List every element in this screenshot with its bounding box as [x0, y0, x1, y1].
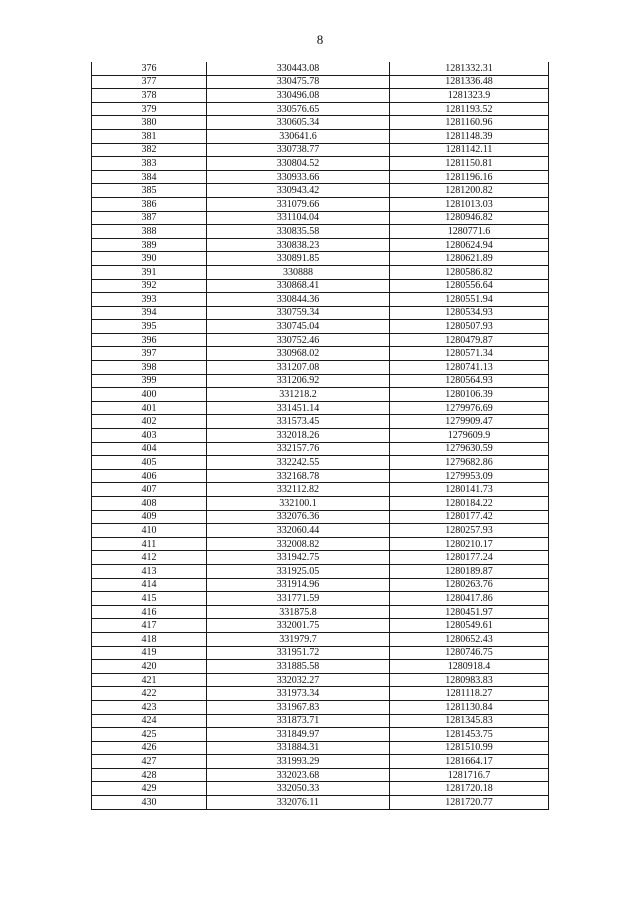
point-number-cell: 383: [92, 157, 207, 171]
table-row: [92, 796, 549, 810]
table-row: [92, 333, 549, 347]
point-number-cell: 416: [92, 605, 207, 619]
point-number-cell: 390: [92, 252, 207, 266]
y-coordinate-cell: 1280564.93: [390, 374, 549, 388]
x-coordinate-cell: 332032.27: [207, 673, 390, 687]
point-number-cell: 422: [92, 687, 207, 701]
y-coordinate-cell: 1281148.39: [390, 129, 549, 143]
coordinates-table-body: [92, 62, 549, 809]
point-number-cell: 377: [92, 75, 207, 89]
point-number-cell: 418: [92, 632, 207, 646]
table-row: [92, 741, 549, 755]
table-row: [92, 170, 549, 184]
y-coordinate-cell: 1280451.97: [390, 605, 549, 619]
y-coordinate-cell: 1280946.82: [390, 211, 549, 225]
table-row: [92, 632, 549, 646]
y-coordinate-cell: 1279682.86: [390, 456, 549, 470]
x-coordinate-cell: 330844.36: [207, 293, 390, 307]
table-row: [92, 401, 549, 415]
point-number-cell: 412: [92, 551, 207, 565]
table-row: [92, 687, 549, 701]
x-coordinate-cell: 332008.82: [207, 537, 390, 551]
point-number-cell: 380: [92, 116, 207, 130]
table-row: [92, 456, 549, 470]
point-number-cell: 421: [92, 673, 207, 687]
x-coordinate-cell: 330888: [207, 265, 390, 279]
point-number-cell: 405: [92, 456, 207, 470]
table-row: [92, 279, 549, 293]
table-row: [92, 143, 549, 157]
x-coordinate-cell: 330759.34: [207, 306, 390, 320]
point-number-cell: 423: [92, 700, 207, 714]
point-number-cell: 408: [92, 497, 207, 511]
table-row: [92, 619, 549, 633]
point-number-cell: 430: [92, 796, 207, 810]
x-coordinate-cell: 332001.75: [207, 619, 390, 633]
table-row: [92, 578, 549, 592]
x-coordinate-cell: 332076.11: [207, 796, 390, 810]
table-row: [92, 429, 549, 443]
point-number-cell: 399: [92, 374, 207, 388]
y-coordinate-cell: 1281345.83: [390, 714, 549, 728]
table-row: [92, 415, 549, 429]
x-coordinate-cell: 331451.14: [207, 401, 390, 415]
x-coordinate-cell: 330752.46: [207, 333, 390, 347]
table-row: [92, 551, 549, 565]
x-coordinate-cell: 330891.85: [207, 252, 390, 266]
table-row: [92, 62, 549, 75]
table-row: [92, 700, 549, 714]
x-coordinate-cell: 332242.55: [207, 456, 390, 470]
y-coordinate-cell: 1280983.83: [390, 673, 549, 687]
x-coordinate-cell: 331993.29: [207, 755, 390, 769]
y-coordinate-cell: 1280263.76: [390, 578, 549, 592]
y-coordinate-cell: 1280184.22: [390, 497, 549, 511]
point-number-cell: 400: [92, 388, 207, 402]
table-row: [92, 129, 549, 143]
point-number-cell: 429: [92, 782, 207, 796]
point-number-cell: 413: [92, 564, 207, 578]
x-coordinate-cell: 330641.6: [207, 129, 390, 143]
table-row: [92, 646, 549, 660]
x-coordinate-cell: 330496.08: [207, 89, 390, 103]
point-number-cell: 385: [92, 184, 207, 198]
y-coordinate-cell: 1281453.75: [390, 728, 549, 742]
x-coordinate-cell: 330968.02: [207, 347, 390, 361]
table-row: [92, 361, 549, 375]
point-number-cell: 386: [92, 197, 207, 211]
y-coordinate-cell: 1280507.93: [390, 320, 549, 334]
y-coordinate-cell: 1279953.09: [390, 469, 549, 483]
y-coordinate-cell: 1281336.48: [390, 75, 549, 89]
point-number-cell: 394: [92, 306, 207, 320]
point-number-cell: 424: [92, 714, 207, 728]
point-number-cell: 414: [92, 578, 207, 592]
table-row: [92, 728, 549, 742]
y-coordinate-cell: 1281196.16: [390, 170, 549, 184]
x-coordinate-cell: 330804.52: [207, 157, 390, 171]
x-coordinate-cell: 331849.97: [207, 728, 390, 742]
x-coordinate-cell: 330576.65: [207, 102, 390, 116]
page-number: 8: [316, 32, 324, 47]
y-coordinate-cell: 1280621.89: [390, 252, 549, 266]
y-coordinate-cell: 1279909.47: [390, 415, 549, 429]
table-row: [92, 116, 549, 130]
y-coordinate-cell: 1281118.27: [390, 687, 549, 701]
x-coordinate-cell: 331884.31: [207, 741, 390, 755]
point-number-cell: 397: [92, 347, 207, 361]
y-coordinate-cell: 1280141.73: [390, 483, 549, 497]
point-number-cell: 378: [92, 89, 207, 103]
table-row: [92, 89, 549, 103]
y-coordinate-cell: 1281193.52: [390, 102, 549, 116]
y-coordinate-cell: 1280479.87: [390, 333, 549, 347]
y-coordinate-cell: 1280189.87: [390, 564, 549, 578]
x-coordinate-cell: 331206.92: [207, 374, 390, 388]
x-coordinate-cell: 332100.1: [207, 497, 390, 511]
point-number-cell: 406: [92, 469, 207, 483]
point-number-cell: 387: [92, 211, 207, 225]
x-coordinate-cell: 331942.75: [207, 551, 390, 565]
table-row: [92, 197, 549, 211]
coordinates-table: [91, 62, 549, 810]
y-coordinate-cell: 1280177.42: [390, 510, 549, 524]
x-coordinate-cell: 330745.04: [207, 320, 390, 334]
point-number-cell: 401: [92, 401, 207, 415]
x-coordinate-cell: 331925.05: [207, 564, 390, 578]
x-coordinate-cell: 331573.45: [207, 415, 390, 429]
table-row: [92, 102, 549, 116]
table-row: [92, 442, 549, 456]
x-coordinate-cell: 331873.71: [207, 714, 390, 728]
point-number-cell: 381: [92, 129, 207, 143]
x-coordinate-cell: 331104.04: [207, 211, 390, 225]
x-coordinate-cell: 331979.7: [207, 632, 390, 646]
y-coordinate-cell: 1281160.96: [390, 116, 549, 130]
y-coordinate-cell: 1280549.61: [390, 619, 549, 633]
table-row: [92, 755, 549, 769]
point-number-cell: 428: [92, 768, 207, 782]
x-coordinate-cell: 332060.44: [207, 524, 390, 538]
point-number-cell: 379: [92, 102, 207, 116]
point-number-cell: 403: [92, 429, 207, 443]
y-coordinate-cell: 1281716.7: [390, 768, 549, 782]
y-coordinate-cell: 1280551.94: [390, 293, 549, 307]
table-row: [92, 537, 549, 551]
y-coordinate-cell: 1280741.13: [390, 361, 549, 375]
y-coordinate-cell: 1281150.81: [390, 157, 549, 171]
y-coordinate-cell: 1280771.6: [390, 225, 549, 239]
x-coordinate-cell: 332076.36: [207, 510, 390, 524]
point-number-cell: 409: [92, 510, 207, 524]
table-row: [92, 673, 549, 687]
x-coordinate-cell: 330838.23: [207, 238, 390, 252]
x-coordinate-cell: 332112.82: [207, 483, 390, 497]
point-number-cell: 393: [92, 293, 207, 307]
y-coordinate-cell: 1279630.59: [390, 442, 549, 456]
y-coordinate-cell: 1280571.34: [390, 347, 549, 361]
table-row: [92, 605, 549, 619]
x-coordinate-cell: 330605.34: [207, 116, 390, 130]
y-coordinate-cell: 1280417.86: [390, 592, 549, 606]
point-number-cell: 419: [92, 646, 207, 660]
table-row: [92, 660, 549, 674]
x-coordinate-cell: 331207.08: [207, 361, 390, 375]
table-row: [92, 75, 549, 89]
point-number-cell: 389: [92, 238, 207, 252]
point-number-cell: 388: [92, 225, 207, 239]
x-coordinate-cell: 331079.66: [207, 197, 390, 211]
x-coordinate-cell: 331771.59: [207, 592, 390, 606]
y-coordinate-cell: 1280624.94: [390, 238, 549, 252]
x-coordinate-cell: 330933.66: [207, 170, 390, 184]
y-coordinate-cell: 1281720.18: [390, 782, 549, 796]
x-coordinate-cell: 332023.68: [207, 768, 390, 782]
y-coordinate-cell: 1281332.31: [390, 62, 549, 75]
y-coordinate-cell: 1281720.77: [390, 796, 549, 810]
table-row: [92, 347, 549, 361]
y-coordinate-cell: 1281510.99: [390, 741, 549, 755]
y-coordinate-cell: 1280106.39: [390, 388, 549, 402]
x-coordinate-cell: 331973.34: [207, 687, 390, 701]
x-coordinate-cell: 332168.78: [207, 469, 390, 483]
x-coordinate-cell: 330443.08: [207, 62, 390, 75]
point-number-cell: 382: [92, 143, 207, 157]
point-number-cell: 392: [92, 279, 207, 293]
point-number-cell: 396: [92, 333, 207, 347]
x-coordinate-cell: 332018.26: [207, 429, 390, 443]
point-number-cell: 376: [92, 62, 207, 75]
x-coordinate-cell: 330943.42: [207, 184, 390, 198]
table-row: [92, 782, 549, 796]
point-number-cell: 415: [92, 592, 207, 606]
point-number-cell: 417: [92, 619, 207, 633]
table-row: [92, 293, 549, 307]
table-row: [92, 564, 549, 578]
point-number-cell: 427: [92, 755, 207, 769]
y-coordinate-cell: 1281200.82: [390, 184, 549, 198]
point-number-cell: 384: [92, 170, 207, 184]
point-number-cell: 425: [92, 728, 207, 742]
x-coordinate-cell: 330738.77: [207, 143, 390, 157]
table-row: [92, 265, 549, 279]
table-row: [92, 388, 549, 402]
point-number-cell: 407: [92, 483, 207, 497]
y-coordinate-cell: 1280177.24: [390, 551, 549, 565]
x-coordinate-cell: 332050.33: [207, 782, 390, 796]
table-row: [92, 714, 549, 728]
y-coordinate-cell: 1281664.17: [390, 755, 549, 769]
table-row: [92, 768, 549, 782]
y-coordinate-cell: 1279976.69: [390, 401, 549, 415]
point-number-cell: 398: [92, 361, 207, 375]
x-coordinate-cell: 330835.58: [207, 225, 390, 239]
point-number-cell: 404: [92, 442, 207, 456]
y-coordinate-cell: 1280257.93: [390, 524, 549, 538]
table-row: [92, 184, 549, 198]
y-coordinate-cell: 1281013.03: [390, 197, 549, 211]
table-row: [92, 483, 549, 497]
table-row: [92, 469, 549, 483]
point-number-cell: 395: [92, 320, 207, 334]
table-row: [92, 592, 549, 606]
table-row: [92, 211, 549, 225]
y-coordinate-cell: 1280534.93: [390, 306, 549, 320]
table-row: [92, 320, 549, 334]
y-coordinate-cell: 1279609.9: [390, 429, 549, 443]
table-row: [92, 252, 549, 266]
point-number-cell: 391: [92, 265, 207, 279]
y-coordinate-cell: 1280918.4: [390, 660, 549, 674]
x-coordinate-cell: 330475.78: [207, 75, 390, 89]
x-coordinate-cell: 331875.8: [207, 605, 390, 619]
y-coordinate-cell: 1280210.17: [390, 537, 549, 551]
y-coordinate-cell: 1281130.84: [390, 700, 549, 714]
x-coordinate-cell: 332157.76: [207, 442, 390, 456]
point-number-cell: 402: [92, 415, 207, 429]
point-number-cell: 410: [92, 524, 207, 538]
x-coordinate-cell: 331218.2: [207, 388, 390, 402]
x-coordinate-cell: 331914.96: [207, 578, 390, 592]
point-number-cell: 420: [92, 660, 207, 674]
x-coordinate-cell: 331967.83: [207, 700, 390, 714]
x-coordinate-cell: 330868.41: [207, 279, 390, 293]
table-row: [92, 157, 549, 171]
table-row: [92, 497, 549, 511]
y-coordinate-cell: 1280652.43: [390, 632, 549, 646]
y-coordinate-cell: 1280586.82: [390, 265, 549, 279]
point-number-cell: 426: [92, 741, 207, 755]
x-coordinate-cell: 331885.58: [207, 660, 390, 674]
table-row: [92, 238, 549, 252]
table-row: [92, 306, 549, 320]
table-row: [92, 524, 549, 538]
y-coordinate-cell: 1280746.75: [390, 646, 549, 660]
table-row: [92, 374, 549, 388]
y-coordinate-cell: 1281323.9: [390, 89, 549, 103]
x-coordinate-cell: 331951.72: [207, 646, 390, 660]
table-row: [92, 510, 549, 524]
table-row: [92, 225, 549, 239]
y-coordinate-cell: 1280556.64: [390, 279, 549, 293]
y-coordinate-cell: 1281142.11: [390, 143, 549, 157]
point-number-cell: 411: [92, 537, 207, 551]
